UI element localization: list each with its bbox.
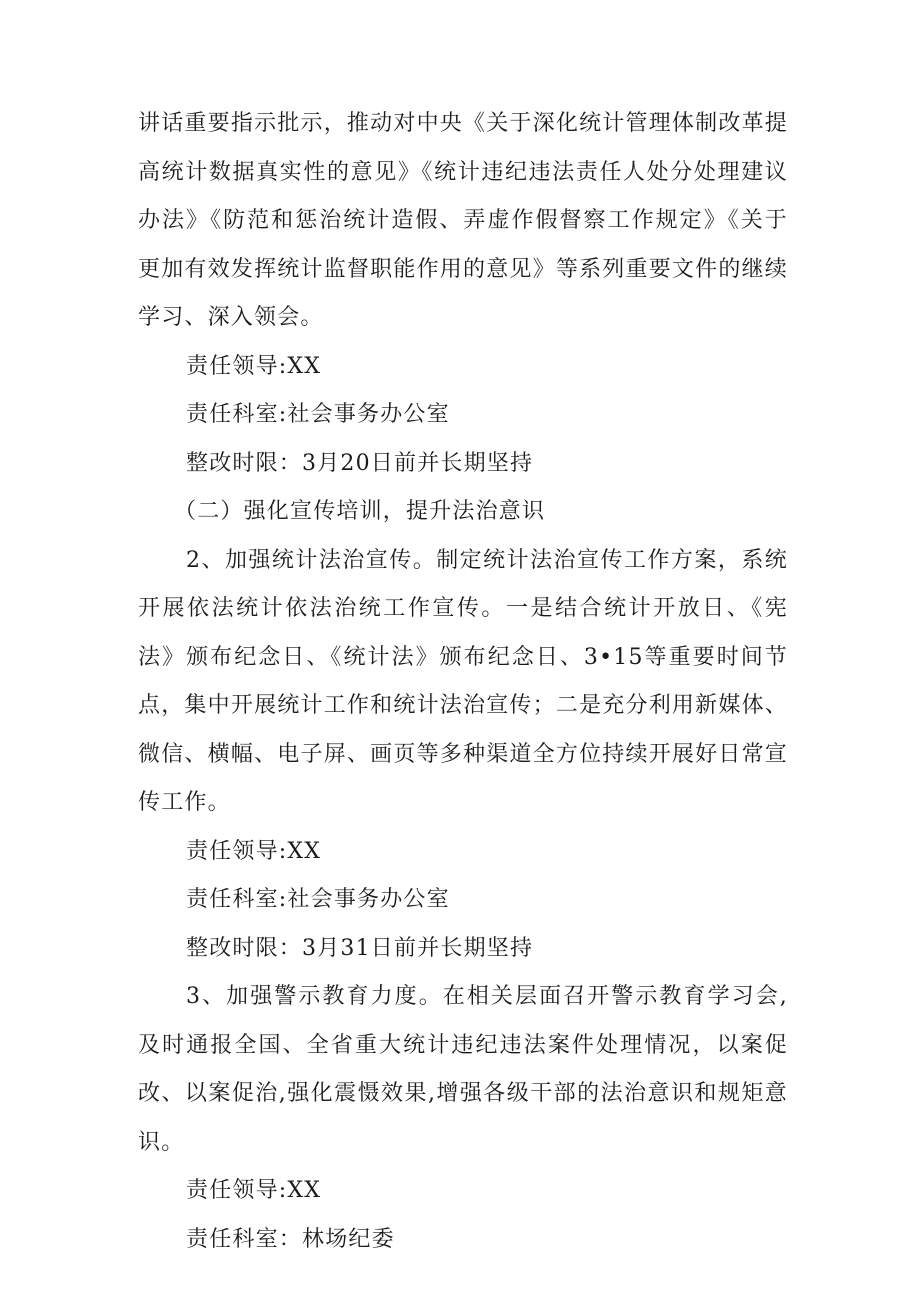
document-body (138, 100, 788, 1264)
rectification-deadline-1: 整改时限：3月20日前并长期坚持 (186, 450, 534, 476)
paragraph-item-3: 3、加强警示教育力度。在相关层面召开警示教育学习会,及时通报全国、全省重大统计违纪违法案件处理情况，以案促改、以案促治,强化震慑效果,增强各级干部的法治意识和规矩意识。 (138, 984, 788, 1155)
responsible-leader-3: 责任领导:XX (186, 1178, 322, 1203)
responsible-office-1: 责任科室:社会事务办公室 (186, 402, 450, 427)
responsible-office-3: 责任科室：林场纪委 (186, 1226, 395, 1252)
responsible-leader-2: 责任领导:XX (186, 838, 322, 864)
section-heading-2: （二）强化宣传培训，提升法治意识 (174, 499, 546, 524)
paragraph-item-2: 2、加强统计法治宣传。制定统计法治宣传工作方案，系统开展依法统计依法治统工作宣传。一是结合统计开放日、《宪法》颁布纪念日、《统计法》颁布纪念日、3•15等重要时间节点，集中开展统计工作和统计法治宣传；二是充分利用新媒体、微信、横幅、电子屏、画页等多种渠道全方位持续开展好日常宣传工作。 (138, 547, 788, 815)
responsible-office-2: 责任科室:社会事务办公室 (186, 887, 450, 912)
responsible-leader-1: 责任领导:XX (186, 353, 322, 379)
rectification-deadline-2: 整改时限：3月31日前并长期坚持 (186, 935, 534, 961)
paragraph-continuation: 讲话重要指示批示，推动对中央《关于深化统计管理体制改革提高统计数据真实性的意见》《统计违纪违法责任人处分处理建议办法》《防范和惩治统计造假、弄虚作假督察工作规定》《关于更加有效发挥统计监督职能作用的意见》等系列重要文件的继续学习、深入领会。 (138, 111, 788, 330)
